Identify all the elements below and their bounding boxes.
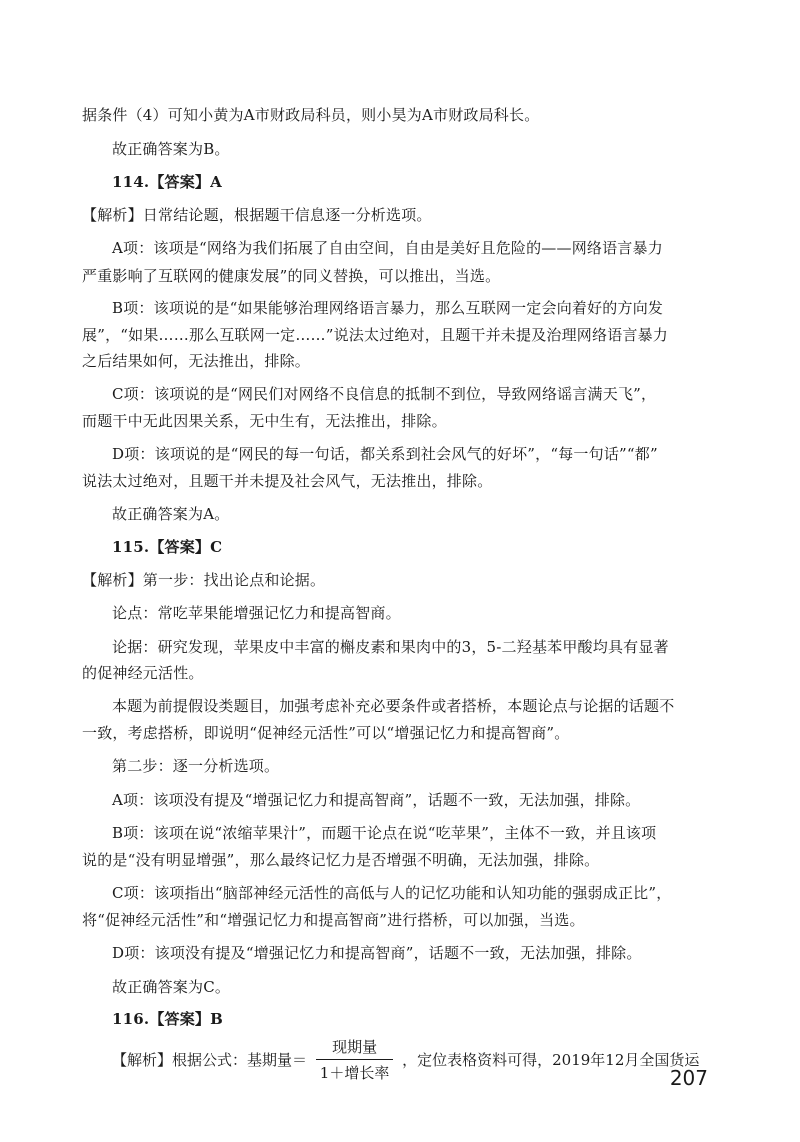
text-line: 将“促神经元活性”和“增强记忆力和提高智商”进行搭桥，可以加强，当选。 [82,911,585,929]
text-line: 严重影响了互联网的健康发展”的同义替换，可以推出，当选。 [82,267,501,285]
option-line: A项：该项是“网络为我们拓展了自由空间，自由是美好且危险的——网络语言暴力 [112,239,663,257]
text-line: 展”，“如果……那么互联网一定……”说法太过绝对，且题干并未提及治理网络语言暴力 [82,326,669,344]
text-line: 据条件（4）可知小黄为A市财政局科员，则小昊为A市财政局科长。 [82,106,540,124]
option-line: B项：该项在说“浓缩苹果汁”，而题干论点在说“吃苹果”，主体不一致，并且该项 [112,824,657,842]
formula-fraction [316,1036,394,1083]
formula-suffix: ，定位表格资料可得，2019年12月全国货运 [402,1051,700,1069]
formula-denominator: 1＋增长率 [319,1064,390,1082]
text-line: 故正确答案为A。 [112,505,230,523]
formula-numerator: 现期量 [316,1036,394,1060]
text-line: 之后结果如何，无法推出，排除。 [82,352,311,370]
text-line: 本题为前提假设类题目，加强考虑补充必要条件或者搭桥，本题论点与论据的话题不 [112,697,675,715]
text-line: 故正确答案为C。 [112,978,231,996]
analysis-line: 【解析】第一步：找出论点和论据。 [82,571,326,589]
option-line: C项：该项指出“脑部神经元活性的高低与人的记忆功能和认知功能的强弱成正比”， [112,884,672,902]
text-line: 论点：常吃苹果能增强记忆力和提高智商。 [112,604,401,622]
text-line: 而题干中无此因果关系，无中生有，无法推出，排除。 [82,412,447,430]
text-line: 说法太过绝对，且题干并未提及社会风气，无法推出，排除。 [82,472,493,490]
page-number: 207 [669,1066,708,1090]
analysis-line: 【解析】日常结论题，根据题干信息逐一分析选项。 [82,206,432,224]
option-line: A项：该项没有提及“增强记忆力和提高智商”，话题不一致，无法加强，排除。 [112,791,641,809]
option-line: C项：该项说的是“网民们对网络不良信息的抵制不到位，导致网络谣言满天飞”， [112,385,657,403]
text-line: 说的是“没有明显增强”，那么最终记忆力是否增强不明确，无法加强，排除。 [82,851,600,869]
answer-heading: 116.【答案】B [112,1010,224,1028]
text-line: 一致，考虑搭桥，即说明“促神经元活性”可以“增强记忆力和提高智商”。 [82,724,570,742]
text-line: 故正确答案为B。 [112,140,230,158]
text-line: 的促神经元活性。 [82,664,204,682]
option-line: B项：该项说的是“如果能够治理网络语言暴力，那么互联网一定会向着好的方向发 [112,299,664,317]
formula-prefix: 【解析】根据公式：基期量＝ [112,1051,308,1069]
answer-heading: 114.【答案】A [112,173,222,191]
answer-heading: 115.【答案】C [112,538,223,556]
option-line: D项：该项没有提及“增强记忆力和提高智商”，话题不一致，无法加强，排除。 [112,944,642,962]
text-line: 论据：研究发现，苹果皮中丰富的槲皮素和果肉中的3，5-二羟基苯甲酸均具有显著 [112,638,669,656]
text-line: 第二步：逐一分析选项。 [112,757,280,775]
option-line: D项：该项说的是“网民的每一句话，都关系到社会风气的好坏”，“每一句话”“都” [112,445,658,463]
